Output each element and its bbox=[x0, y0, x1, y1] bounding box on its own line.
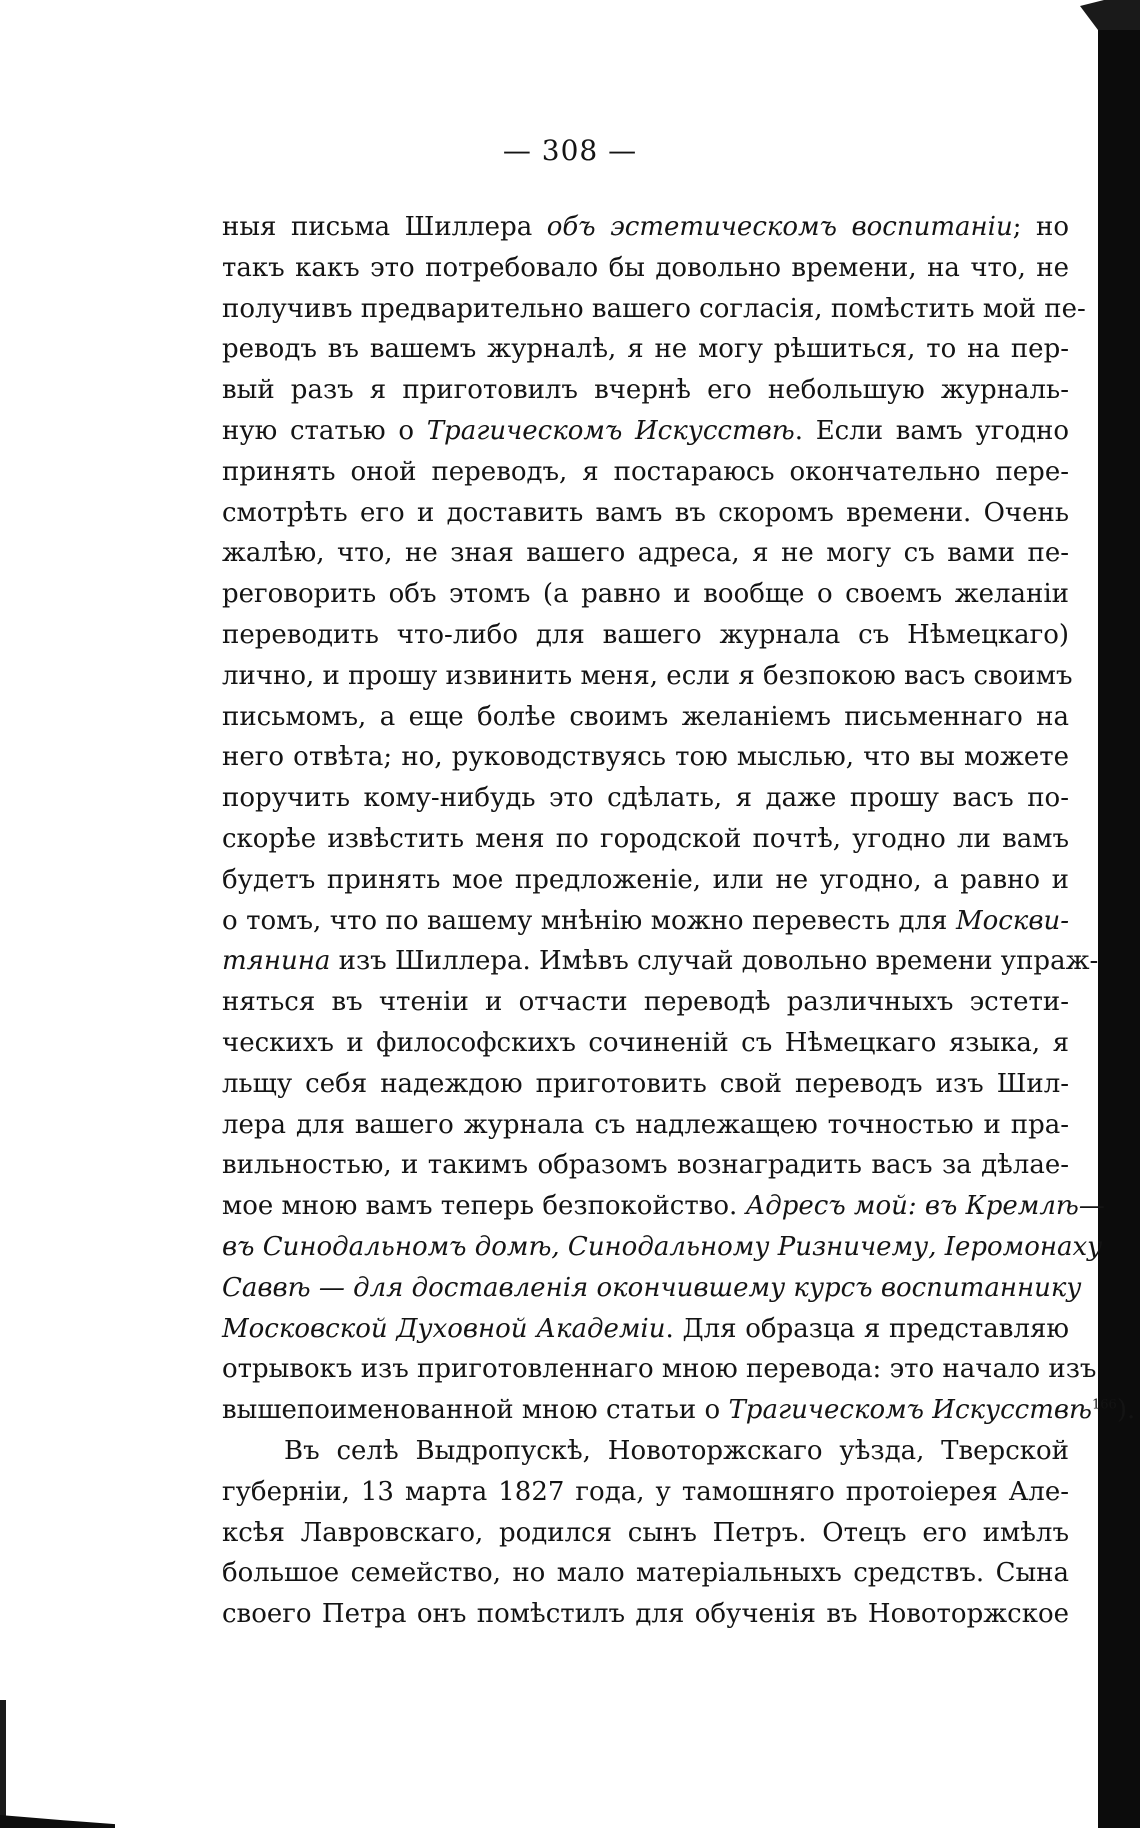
text-line bbox=[222, 697, 1069, 738]
italic-span: объ эстетическомъ воспитаніи bbox=[546, 212, 1013, 242]
text-span: ную статью о bbox=[222, 415, 427, 446]
text-line bbox=[222, 737, 1069, 778]
text-line bbox=[222, 1553, 1069, 1594]
body-text bbox=[222, 207, 1136, 1635]
text-span: поручить кому-нибудь это сдѣлать, я даже прошу васъ по- bbox=[222, 783, 1069, 814]
text-span: будетъ принять мое предложеніе, или не угодно, а равно и bbox=[222, 864, 1069, 895]
text-span: вильностью, и такимъ образомъ вознаградить васъ за дѣлае- bbox=[222, 1150, 1069, 1181]
text-line bbox=[222, 1064, 1069, 1105]
text-line bbox=[222, 1513, 1069, 1554]
text-span: лично, и прошу извинить меня, если я безпокою васъ своимъ bbox=[222, 660, 1073, 691]
text-line bbox=[222, 493, 1069, 534]
text-line bbox=[222, 1309, 1069, 1350]
text-line bbox=[222, 819, 1069, 860]
italic-span: Саввѣ — для доставленія окончившему курсъ воспитаннику bbox=[222, 1272, 1082, 1303]
text-span: о томъ, что по вашему мнѣнію можно перевесть для bbox=[222, 905, 956, 936]
text-line bbox=[222, 656, 1073, 697]
text-line bbox=[222, 1349, 1097, 1390]
text-line bbox=[222, 452, 1069, 493]
text-line bbox=[222, 574, 1069, 615]
italic-span: тянина bbox=[222, 946, 331, 977]
page-edge-corner bbox=[1080, 0, 1140, 30]
text-span: ). bbox=[1116, 1395, 1136, 1426]
page-number: — 308 — bbox=[502, 134, 638, 167]
text-line bbox=[222, 411, 1069, 452]
text-span: Въ селѣ Выдропускѣ, Новоторжскаго уѣзда, Тверской bbox=[284, 1435, 1069, 1466]
text-span: скорѣе извѣстить меня по городской почтѣ, угодно ли вамъ bbox=[222, 823, 1069, 854]
text-line bbox=[222, 982, 1069, 1023]
text-span: ксѣя Лавровскаго, родился сынъ Петръ. Отецъ его имѣлъ bbox=[222, 1517, 1069, 1548]
text-line bbox=[222, 1268, 1082, 1309]
text-span: жалѣю, что, не зная вашего адреса, я не могу съ вами пе- bbox=[222, 538, 1069, 569]
text-line bbox=[222, 248, 1069, 289]
text-line bbox=[222, 1472, 1069, 1513]
page-edge-left bbox=[0, 1700, 6, 1828]
text-line bbox=[222, 289, 1086, 330]
italic-span: Трагическомъ Искусствѣ bbox=[426, 415, 795, 446]
footnote-marker: 166 bbox=[1091, 1397, 1117, 1413]
page-edge-right bbox=[1098, 20, 1140, 1828]
text-span: реговорить объ этомъ (а равно и вообще о своемъ желаніи bbox=[222, 579, 1069, 610]
text-line bbox=[222, 901, 1069, 942]
text-line bbox=[222, 207, 1069, 248]
italic-span: Адресъ мой: въ Кремлѣ— bbox=[745, 1191, 1105, 1222]
text-line bbox=[222, 1145, 1069, 1186]
text-line bbox=[222, 329, 1069, 370]
text-span: принять оной переводъ, я постараюсь окончательно пере- bbox=[222, 456, 1069, 487]
text-span: такъ какъ это потребовало бы довольно времени, на что, не bbox=[222, 252, 1069, 283]
text-span: лера для вашего журнала съ надлежащею точностью и пра- bbox=[222, 1109, 1069, 1140]
text-line bbox=[222, 860, 1069, 901]
italic-span: Москви- bbox=[955, 905, 1069, 936]
text-span: своего Петра онъ помѣстилъ для обученія въ Новоторжское bbox=[222, 1599, 1069, 1630]
text-span: письмомъ, а еще болѣе своимъ желаніемъ письменнаго на bbox=[222, 701, 1069, 732]
text-span: получивъ предварительно вашего согласія, помѣстить мой пе- bbox=[222, 293, 1086, 324]
text-span: вый разъ я приготовилъ вчернѣ его небольшую журналь- bbox=[222, 375, 1069, 406]
text-span: губерніи, 13 марта 1827 года, у тамошняго протоіерея Але- bbox=[222, 1476, 1069, 1507]
text-span: ческихъ и философскихъ сочиненій съ Нѣмецкаго языка, я bbox=[222, 1027, 1069, 1058]
text-span: отрывокъ изъ приготовленнаго мною перевода: это начало изъ bbox=[222, 1354, 1097, 1385]
page-edge-bottom bbox=[0, 1815, 115, 1828]
text-span: изъ Шиллера. Имѣвъ случай довольно времени упраж- bbox=[330, 946, 1099, 977]
text-span: . Если вамъ угодно bbox=[794, 415, 1069, 446]
text-span: льщу себя надеждою приготовить свой переводъ изъ Шил- bbox=[222, 1068, 1069, 1099]
text-line bbox=[222, 778, 1069, 819]
text-line bbox=[222, 1105, 1069, 1146]
text-span: реводъ въ вашемъ журналѣ, я не могу рѣшиться, то на пер- bbox=[222, 334, 1069, 365]
text-line bbox=[222, 1594, 1069, 1635]
text-line bbox=[222, 533, 1069, 574]
text-span: няться въ чтеніи и отчасти переводѣ различныхъ эстети- bbox=[222, 987, 1069, 1018]
text-line bbox=[222, 615, 1069, 656]
text-span: ныя письма Шиллера bbox=[222, 212, 547, 242]
italic-span: Московской Духовной Академіи bbox=[222, 1313, 666, 1344]
text-line bbox=[222, 1186, 1105, 1227]
text-line bbox=[222, 941, 1099, 982]
text-span: . Для образца я представляю bbox=[665, 1313, 1069, 1344]
italic-span: Трагическомъ Искусствѣ bbox=[728, 1395, 1092, 1426]
text-span: мое мною вамъ теперь безпокойство. bbox=[222, 1191, 746, 1222]
text-line bbox=[222, 1431, 1069, 1472]
text-span: него отвѣта; но, руководствуясь тою мыслью, что вы можете bbox=[222, 742, 1069, 773]
text-span: переводить что-либо для вашего журнала съ Нѣмецкаго) bbox=[222, 619, 1069, 650]
text-line bbox=[222, 1227, 1103, 1268]
text-line bbox=[222, 1023, 1069, 1064]
text-span: ; но bbox=[1012, 212, 1069, 242]
text-span: большое семейство, но мало матеріальныхъ средствъ. Сына bbox=[222, 1558, 1069, 1589]
text-line bbox=[222, 1390, 1136, 1431]
text-span: вышепоименованной мною статьи о bbox=[222, 1395, 729, 1426]
text-span: смотрѣть его и доставить вамъ въ скоромъ времени. Очень bbox=[222, 497, 1069, 528]
italic-span: въ Синодальномъ домѣ, Синодальному Ризничему, Іеромонаху bbox=[222, 1231, 1103, 1262]
text-line bbox=[222, 370, 1069, 411]
